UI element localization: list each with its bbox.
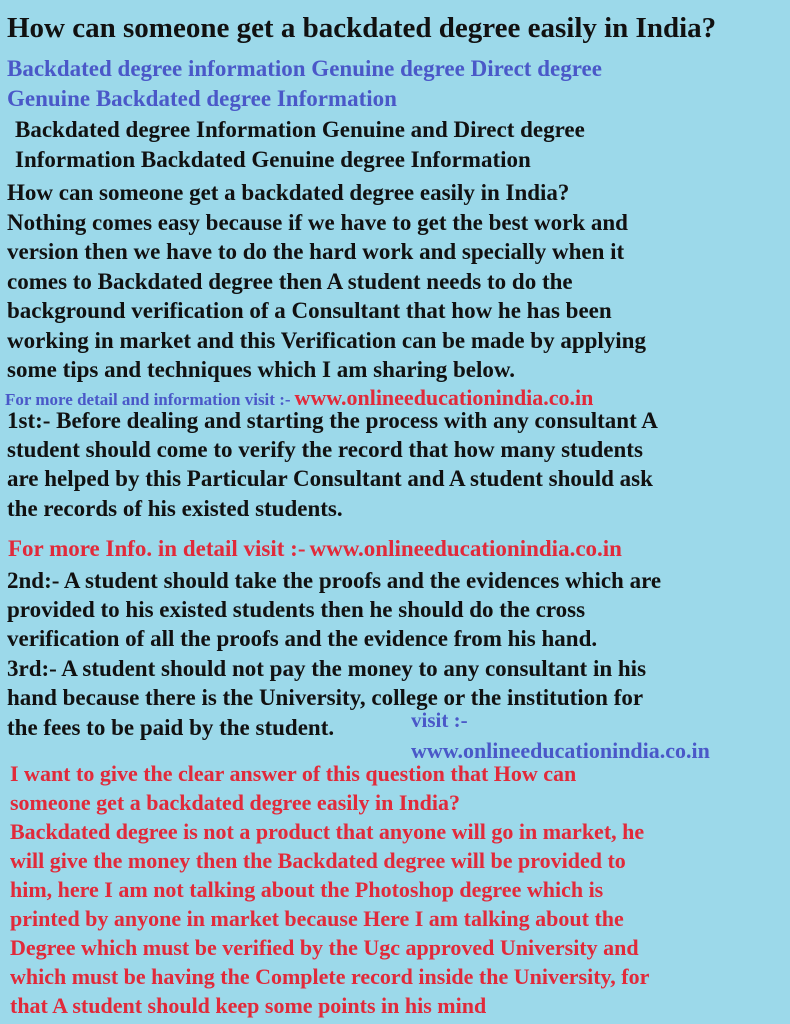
conclusion-line: Degree which must be verified by the Ugc approved University and [10,935,639,960]
point1-line: are helped by this Particular Consultant and A student should ask [7,466,653,491]
intro-line: background verification of a Consultant that how he has been [7,298,612,323]
point1-line: the records of his existed students. [7,496,343,521]
point3-line: hand because there is the University, college or the institution for [7,685,644,710]
visit-label: visit :- [411,708,468,732]
point2-line: provided to his existed students then he should do the cross [7,597,586,622]
conclusion-line: printed by anyone in market because Here I am talking about the [10,906,624,931]
intro-line: Nothing comes easy because if we have to get the best work and [7,210,628,235]
website-link[interactable]: www.onlineeducationindia.co.in [411,738,710,763]
conclusion-line: him, here I am not talking about the Photoshop degree which is [10,877,604,902]
point1-line: 1st:- Before dealing and starting the process with any consultant A [7,408,658,433]
conclusion-line: which must be having the Complete record inside the University, for [10,964,650,989]
point1-line: student should come to verify the record that how many students [7,437,643,462]
intro-line: comes to Backdated degree then A student needs to do the [7,269,573,294]
visit-label: For more detail and information visit :- [5,390,291,409]
heading-line: Backdated degree Information Genuine and Direct degree [15,117,585,142]
website-link[interactable]: www.onlineeducationindia.co.in [309,536,622,561]
intro-line: How can someone get a backdated degree easily in India? [7,180,570,205]
visit-label: For more Info. in detail visit :- [8,536,306,561]
heading-line: Information Backdated Genuine degree Information [15,147,531,172]
intro-line: version then we have to do the hard work and specially when it [7,239,625,264]
conclusion-line: will give the money then the Backdated degree will be provided to [10,848,626,873]
conclusion-line: that A student should keep some points in his mind [10,993,487,1018]
intro-line: some tips and techniques which I am sharing below. [7,357,515,382]
subtitle-line: Backdated degree information Genuine degree Direct degree [7,56,602,81]
page-title: How can someone get a backdated degree easily in India? [7,12,717,44]
conclusion-line: someone get a backdated degree easily in India? [10,790,460,815]
point3-line: the fees to be paid by the student. [7,715,335,740]
visit-line-2 [8,536,622,562]
conclusion-line: I want to give the clear answer of this question that How can [10,761,577,786]
point2-line: 2nd:- A student should take the proofs and the evidences which are [7,568,662,593]
conclusion-line: Backdated degree is not a product that anyone will go in market, he [10,819,645,844]
website-link[interactable]: www.onlineeducationindia.co.in [294,385,594,410]
point2-line: verification of all the proofs and the evidence from his hand. [7,626,598,651]
intro-line: working in market and this Verification can be made by applying [7,328,646,353]
point3-line: 3rd:- A student should not pay the money to any consultant in his [7,656,647,681]
subtitle-line: Genuine Backdated degree Information [7,86,397,111]
